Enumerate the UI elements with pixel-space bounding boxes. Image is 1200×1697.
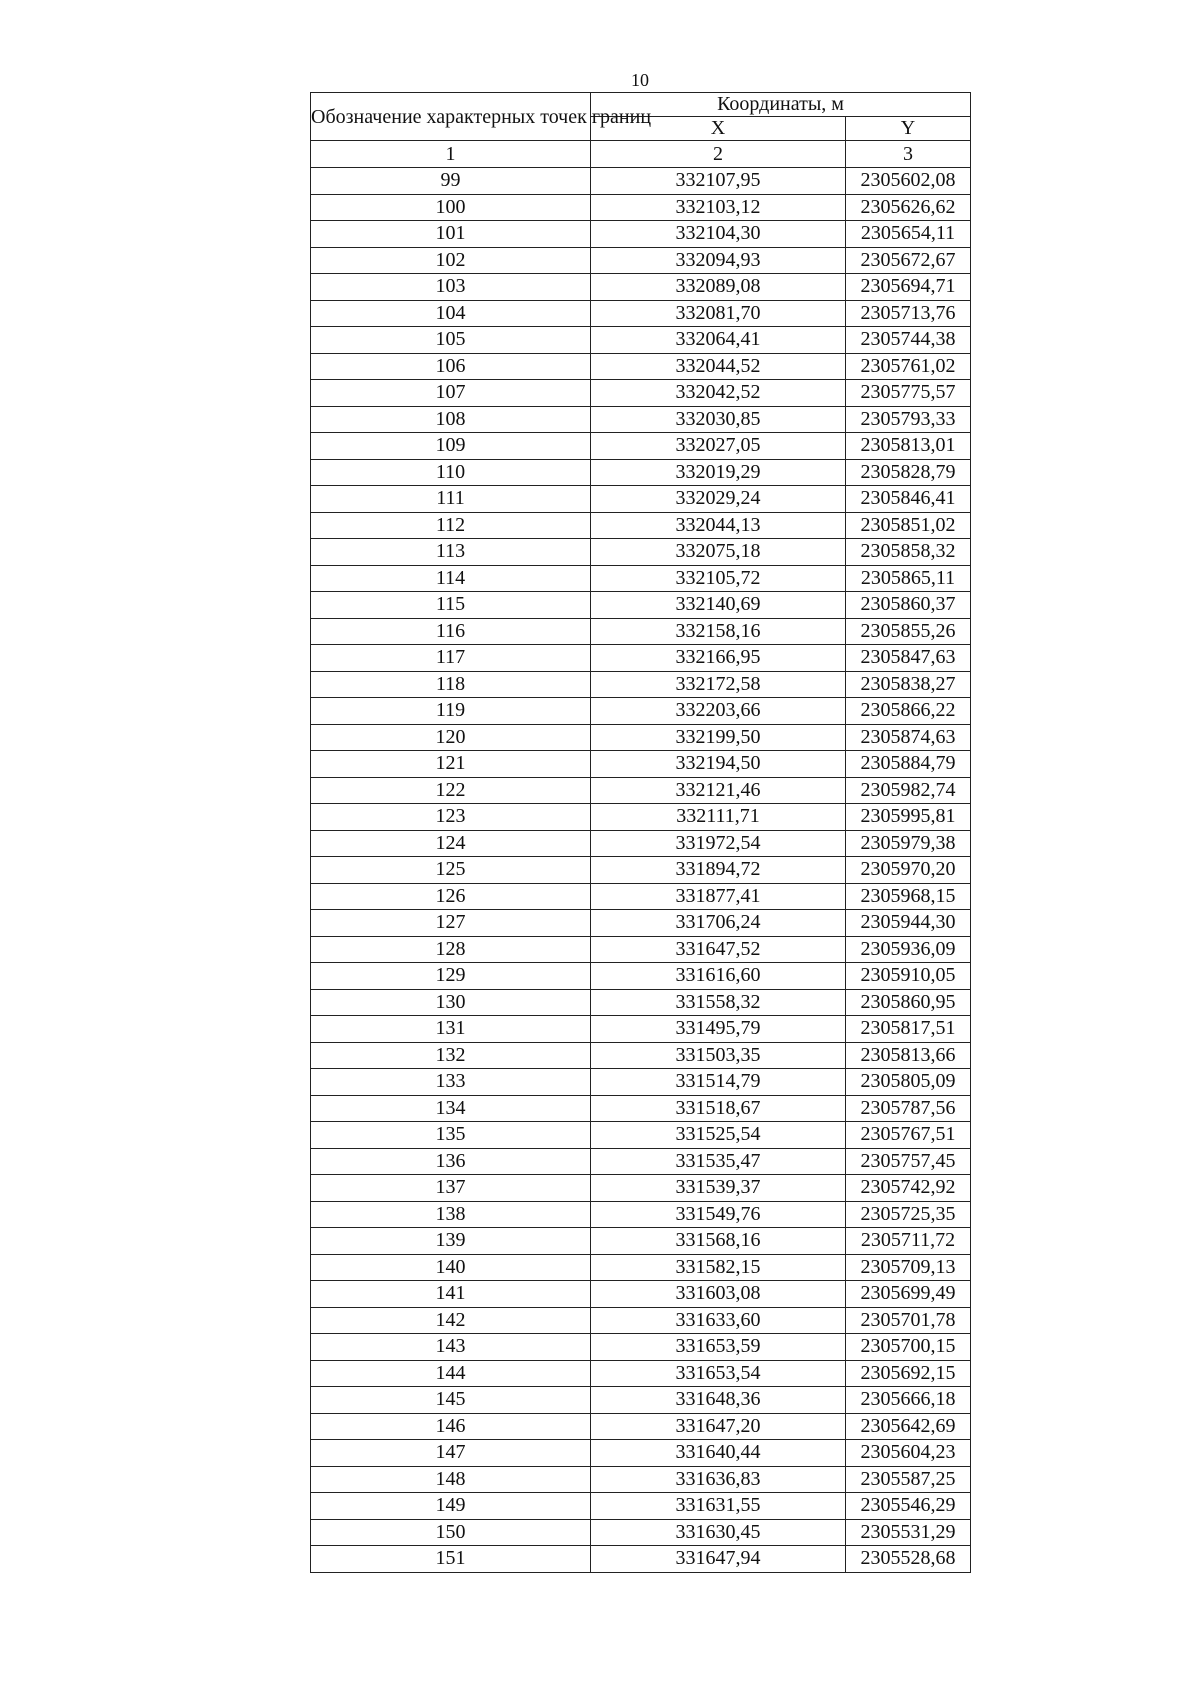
table-row xyxy=(311,1334,971,1361)
x-coordinate-cell: 332121,46 xyxy=(591,777,846,804)
x-coordinate-cell: 332075,18 xyxy=(591,539,846,566)
point-cell: 134 xyxy=(311,1095,591,1122)
x-coordinate-cell: 331603,08 xyxy=(591,1281,846,1308)
table-row xyxy=(311,1201,971,1228)
x-coordinate-cell: 331558,32 xyxy=(591,989,846,1016)
point-cell: 133 xyxy=(311,1069,591,1096)
y-coordinate-cell: 2305866,22 xyxy=(846,698,971,725)
x-coordinate-cell: 332019,29 xyxy=(591,459,846,486)
x-coordinate-cell: 332044,52 xyxy=(591,353,846,380)
table-row xyxy=(311,883,971,910)
point-cell: 127 xyxy=(311,910,591,937)
x-coordinate-cell: 332194,50 xyxy=(591,751,846,778)
x-coordinate-cell: 331647,20 xyxy=(591,1413,846,1440)
point-cell: 110 xyxy=(311,459,591,486)
table-body xyxy=(311,168,971,1573)
point-cell: 146 xyxy=(311,1413,591,1440)
y-coordinate-cell: 2305813,01 xyxy=(846,433,971,460)
x-coordinate-cell: 331653,59 xyxy=(591,1334,846,1361)
point-cell: 143 xyxy=(311,1334,591,1361)
point-cell: 106 xyxy=(311,353,591,380)
x-coordinate-cell: 332081,70 xyxy=(591,300,846,327)
x-coordinate-cell: 332103,12 xyxy=(591,194,846,221)
point-cell: 136 xyxy=(311,1148,591,1175)
point-cell: 137 xyxy=(311,1175,591,1202)
x-coordinate-cell: 331539,37 xyxy=(591,1175,846,1202)
table-row xyxy=(311,168,971,195)
point-cell: 100 xyxy=(311,194,591,221)
y-coordinate-cell: 2305587,25 xyxy=(846,1466,971,1493)
column-number: 2 xyxy=(591,141,846,168)
point-cell: 151 xyxy=(311,1546,591,1573)
table-row xyxy=(311,1360,971,1387)
table-row xyxy=(311,274,971,301)
point-cell: 99 xyxy=(311,168,591,195)
table-row xyxy=(311,1122,971,1149)
table-row xyxy=(311,1148,971,1175)
y-coordinate-cell: 2305692,15 xyxy=(846,1360,971,1387)
y-coordinate-cell: 2305725,35 xyxy=(846,1201,971,1228)
table-row xyxy=(311,1413,971,1440)
y-coordinate-cell: 2305979,38 xyxy=(846,830,971,857)
x-coordinate-cell: 331636,83 xyxy=(591,1466,846,1493)
coordinates-table xyxy=(310,92,971,1573)
point-cell: 131 xyxy=(311,1016,591,1043)
y-coordinate-cell: 2305700,15 xyxy=(846,1334,971,1361)
x-coordinate-cell: 332166,95 xyxy=(591,645,846,672)
point-cell: 113 xyxy=(311,539,591,566)
point-cell: 103 xyxy=(311,274,591,301)
y-coordinate-cell: 2305709,13 xyxy=(846,1254,971,1281)
point-cell: 112 xyxy=(311,512,591,539)
table-row xyxy=(311,671,971,698)
table-row xyxy=(311,830,971,857)
table-row xyxy=(311,1228,971,1255)
x-coordinate-cell: 332158,16 xyxy=(591,618,846,645)
table-row xyxy=(311,1493,971,1520)
point-cell: 120 xyxy=(311,724,591,751)
y-coordinate-cell: 2305642,69 xyxy=(846,1413,971,1440)
x-coordinate-cell: 331568,16 xyxy=(591,1228,846,1255)
point-cell: 144 xyxy=(311,1360,591,1387)
page-number: 10 xyxy=(631,70,649,90)
table-row xyxy=(311,963,971,990)
x-coordinate-cell: 331525,54 xyxy=(591,1122,846,1149)
y-coordinate-cell: 2305828,79 xyxy=(846,459,971,486)
x-coordinate-cell: 332105,72 xyxy=(591,565,846,592)
point-cell: 122 xyxy=(311,777,591,804)
y-coordinate-cell: 2305846,41 xyxy=(846,486,971,513)
table-row xyxy=(311,512,971,539)
table-row xyxy=(311,353,971,380)
point-cell: 150 xyxy=(311,1519,591,1546)
y-coordinate-cell: 2305787,56 xyxy=(846,1095,971,1122)
x-coordinate-cell: 332044,13 xyxy=(591,512,846,539)
table-row xyxy=(311,1281,971,1308)
x-coordinate-cell: 331706,24 xyxy=(591,910,846,937)
y-coordinate-cell: 2305775,57 xyxy=(846,380,971,407)
y-coordinate-cell: 2305604,23 xyxy=(846,1440,971,1467)
y-coordinate-cell: 2305602,08 xyxy=(846,168,971,195)
x-coordinate-cell: 331633,60 xyxy=(591,1307,846,1334)
x-coordinate-cell: 331647,52 xyxy=(591,936,846,963)
x-coordinate-cell: 332029,24 xyxy=(591,486,846,513)
table-row xyxy=(311,1519,971,1546)
x-coordinate-cell: 332064,41 xyxy=(591,327,846,354)
point-cell: 130 xyxy=(311,989,591,1016)
table-row xyxy=(311,300,971,327)
table-row xyxy=(311,539,971,566)
point-cell: 142 xyxy=(311,1307,591,1334)
table-row xyxy=(311,327,971,354)
x-coordinate-cell: 331549,76 xyxy=(591,1201,846,1228)
y-coordinate-cell: 2305528,68 xyxy=(846,1546,971,1573)
x-coordinate-cell: 332107,95 xyxy=(591,168,846,195)
x-coordinate-cell: 331653,54 xyxy=(591,1360,846,1387)
table-row xyxy=(311,433,971,460)
x-coordinate-cell: 331647,94 xyxy=(591,1546,846,1573)
x-coordinate-cell: 332172,58 xyxy=(591,671,846,698)
table-row xyxy=(311,1440,971,1467)
table-row xyxy=(311,645,971,672)
table-row xyxy=(311,1069,971,1096)
y-coordinate-cell: 2305546,29 xyxy=(846,1493,971,1520)
header-coordinates: Координаты, м xyxy=(591,93,971,117)
point-cell: 140 xyxy=(311,1254,591,1281)
y-coordinate-cell: 2305855,26 xyxy=(846,618,971,645)
point-cell: 124 xyxy=(311,830,591,857)
point-cell: 139 xyxy=(311,1228,591,1255)
point-cell: 109 xyxy=(311,433,591,460)
table-row xyxy=(311,592,971,619)
y-coordinate-cell: 2305742,92 xyxy=(846,1175,971,1202)
table-row xyxy=(311,618,971,645)
table-row xyxy=(311,1546,971,1573)
y-coordinate-cell: 2305944,30 xyxy=(846,910,971,937)
point-cell: 102 xyxy=(311,247,591,274)
x-coordinate-cell: 332042,52 xyxy=(591,380,846,407)
y-coordinate-cell: 2305995,81 xyxy=(846,804,971,831)
table-row xyxy=(311,936,971,963)
point-cell: 128 xyxy=(311,936,591,963)
y-coordinate-cell: 2305672,67 xyxy=(846,247,971,274)
x-coordinate-cell: 331648,36 xyxy=(591,1387,846,1414)
x-coordinate-cell: 331582,15 xyxy=(591,1254,846,1281)
y-coordinate-cell: 2305713,76 xyxy=(846,300,971,327)
point-cell: 145 xyxy=(311,1387,591,1414)
table-row xyxy=(311,1307,971,1334)
x-coordinate-cell: 331972,54 xyxy=(591,830,846,857)
x-coordinate-cell: 332111,71 xyxy=(591,804,846,831)
table-row xyxy=(311,1095,971,1122)
y-coordinate-cell: 2305767,51 xyxy=(846,1122,971,1149)
point-cell: 126 xyxy=(311,883,591,910)
x-coordinate-cell: 331894,72 xyxy=(591,857,846,884)
y-coordinate-cell: 2305865,11 xyxy=(846,565,971,592)
point-cell: 108 xyxy=(311,406,591,433)
y-coordinate-cell: 2305936,09 xyxy=(846,936,971,963)
table-row xyxy=(311,1175,971,1202)
y-coordinate-cell: 2305910,05 xyxy=(846,963,971,990)
table-row xyxy=(311,565,971,592)
x-coordinate-cell: 332104,30 xyxy=(591,221,846,248)
point-cell: 125 xyxy=(311,857,591,884)
table-row xyxy=(311,910,971,937)
x-coordinate-cell: 332027,05 xyxy=(591,433,846,460)
table-row xyxy=(311,247,971,274)
x-coordinate-cell: 331514,79 xyxy=(591,1069,846,1096)
point-cell: 149 xyxy=(311,1493,591,1520)
point-cell: 117 xyxy=(311,645,591,672)
y-coordinate-cell: 2305654,11 xyxy=(846,221,971,248)
table-row xyxy=(311,1016,971,1043)
y-coordinate-cell: 2305860,95 xyxy=(846,989,971,1016)
y-coordinate-cell: 2305761,02 xyxy=(846,353,971,380)
y-coordinate-cell: 2305847,63 xyxy=(846,645,971,672)
x-coordinate-cell: 332030,85 xyxy=(591,406,846,433)
table-row xyxy=(311,1254,971,1281)
point-cell: 114 xyxy=(311,565,591,592)
y-coordinate-cell: 2305860,37 xyxy=(846,592,971,619)
point-cell: 123 xyxy=(311,804,591,831)
table-row xyxy=(311,698,971,725)
column-number: 3 xyxy=(846,141,971,168)
y-coordinate-cell: 2305531,29 xyxy=(846,1519,971,1546)
x-coordinate-cell: 332094,93 xyxy=(591,247,846,274)
y-coordinate-cell: 2305858,32 xyxy=(846,539,971,566)
point-cell: 119 xyxy=(311,698,591,725)
table-row xyxy=(311,751,971,778)
table-row xyxy=(311,459,971,486)
x-coordinate-cell: 332199,50 xyxy=(591,724,846,751)
point-cell: 121 xyxy=(311,751,591,778)
y-coordinate-cell: 2305884,79 xyxy=(846,751,971,778)
x-coordinate-cell: 331630,45 xyxy=(591,1519,846,1546)
y-coordinate-cell: 2305757,45 xyxy=(846,1148,971,1175)
y-coordinate-cell: 2305626,62 xyxy=(846,194,971,221)
y-coordinate-cell: 2305838,27 xyxy=(846,671,971,698)
point-cell: 148 xyxy=(311,1466,591,1493)
header-point-designation: Обозначение характерных точек границ xyxy=(311,93,591,141)
table-row xyxy=(311,406,971,433)
table-row xyxy=(311,724,971,751)
header-y: Y xyxy=(846,117,971,141)
x-coordinate-cell: 332089,08 xyxy=(591,274,846,301)
x-coordinate-cell: 331503,35 xyxy=(591,1042,846,1069)
table-row xyxy=(311,486,971,513)
y-coordinate-cell: 2305694,71 xyxy=(846,274,971,301)
point-cell: 115 xyxy=(311,592,591,619)
y-coordinate-cell: 2305666,18 xyxy=(846,1387,971,1414)
column-number: 1 xyxy=(311,141,591,168)
y-coordinate-cell: 2305793,33 xyxy=(846,406,971,433)
x-coordinate-cell: 331877,41 xyxy=(591,883,846,910)
y-coordinate-cell: 2305851,02 xyxy=(846,512,971,539)
table-row xyxy=(311,857,971,884)
point-cell: 118 xyxy=(311,671,591,698)
y-coordinate-cell: 2305982,74 xyxy=(846,777,971,804)
y-coordinate-cell: 2305968,15 xyxy=(846,883,971,910)
table-row xyxy=(311,380,971,407)
point-cell: 129 xyxy=(311,963,591,990)
y-coordinate-cell: 2305744,38 xyxy=(846,327,971,354)
table-row xyxy=(311,804,971,831)
y-coordinate-cell: 2305970,20 xyxy=(846,857,971,884)
point-cell: 116 xyxy=(311,618,591,645)
point-cell: 101 xyxy=(311,221,591,248)
y-coordinate-cell: 2305813,66 xyxy=(846,1042,971,1069)
table-row xyxy=(311,777,971,804)
y-coordinate-cell: 2305699,49 xyxy=(846,1281,971,1308)
point-cell: 107 xyxy=(311,380,591,407)
x-coordinate-cell: 331535,47 xyxy=(591,1148,846,1175)
table-row xyxy=(311,194,971,221)
point-cell: 141 xyxy=(311,1281,591,1308)
x-coordinate-cell: 332140,69 xyxy=(591,592,846,619)
y-coordinate-cell: 2305874,63 xyxy=(846,724,971,751)
x-coordinate-cell: 331631,55 xyxy=(591,1493,846,1520)
x-coordinate-cell: 331495,79 xyxy=(591,1016,846,1043)
y-coordinate-cell: 2305711,72 xyxy=(846,1228,971,1255)
y-coordinate-cell: 2305817,51 xyxy=(846,1016,971,1043)
point-cell: 138 xyxy=(311,1201,591,1228)
point-cell: 147 xyxy=(311,1440,591,1467)
y-coordinate-cell: 2305701,78 xyxy=(846,1307,971,1334)
header-x: X xyxy=(591,117,846,141)
table-row xyxy=(311,1466,971,1493)
point-cell: 132 xyxy=(311,1042,591,1069)
x-coordinate-cell: 331640,44 xyxy=(591,1440,846,1467)
table-row xyxy=(311,989,971,1016)
y-coordinate-cell: 2305805,09 xyxy=(846,1069,971,1096)
point-cell: 105 xyxy=(311,327,591,354)
table-row xyxy=(311,1387,971,1414)
x-coordinate-cell: 331616,60 xyxy=(591,963,846,990)
point-cell: 104 xyxy=(311,300,591,327)
table-row xyxy=(311,221,971,248)
x-coordinate-cell: 331518,67 xyxy=(591,1095,846,1122)
x-coordinate-cell: 332203,66 xyxy=(591,698,846,725)
point-cell: 135 xyxy=(311,1122,591,1149)
table-row xyxy=(311,1042,971,1069)
point-cell: 111 xyxy=(311,486,591,513)
